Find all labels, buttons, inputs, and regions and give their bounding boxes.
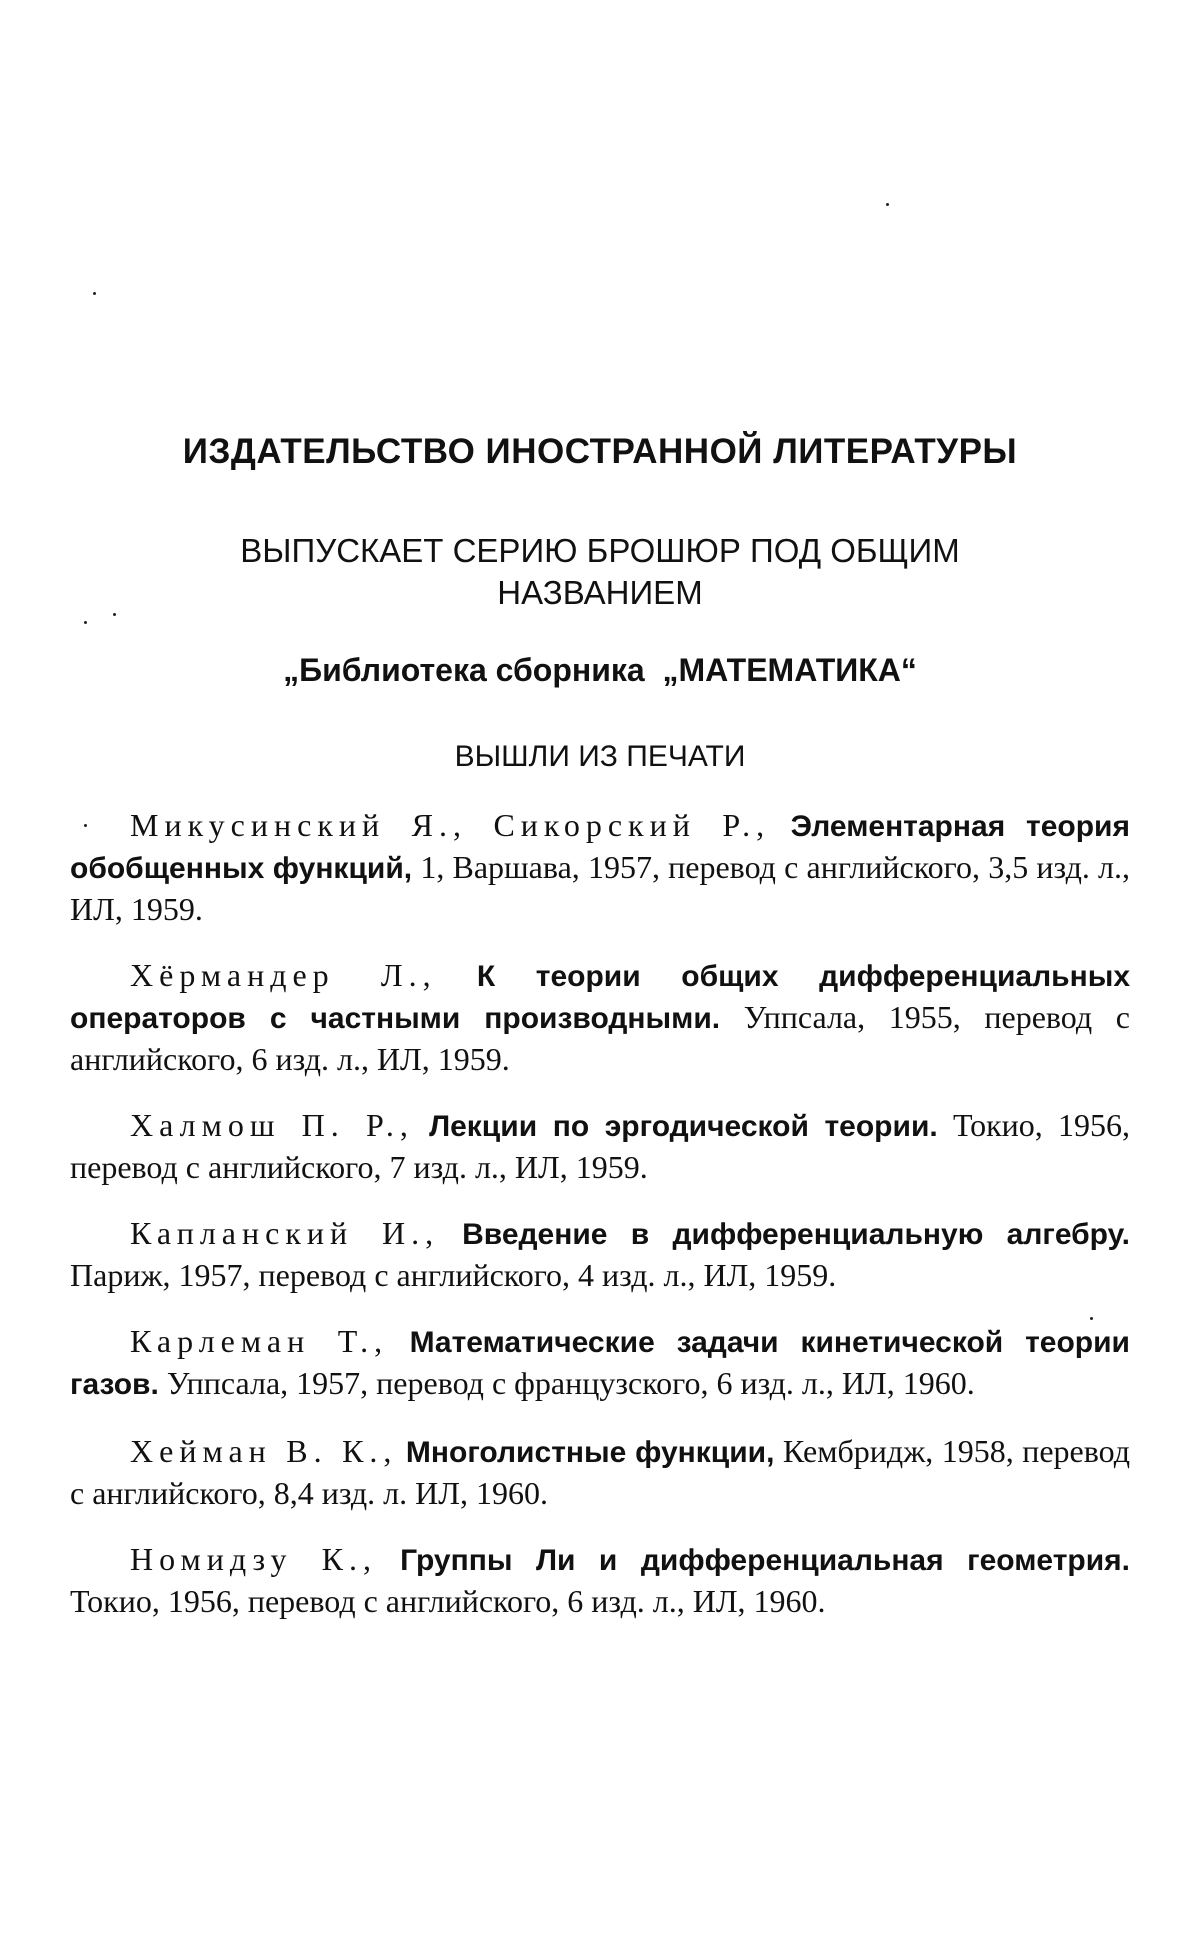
book-entry <box>70 1213 1130 1295</box>
book-author: Капланский И., <box>130 1215 440 1251</box>
print-speck <box>84 621 87 624</box>
book-title: Группы Ли и дифференциальная геометрия. <box>400 1544 1130 1577</box>
book-details: Париж, 1957, перевод с английского, 4 изд. л., ИЛ, 1959. <box>70 1257 837 1293</box>
print-speck <box>93 292 96 295</box>
series-intro: ВЫПУСКАЕТ СЕРИЮ БРОШЮР ПОД ОБЩИМ НАЗВАНИЕМ <box>240 532 960 611</box>
printed-heading: ВЫШЛИ ИЗ ПЕЧАТИ <box>454 740 746 773</box>
book-details: 1, Варшава, 1957, перевод с английского, 3,5 изд. л., ИЛ, 1959. <box>70 849 1131 927</box>
book-details: Кембридж, 1958, перевод с английского, 8,4 изд. л. ИЛ, 1960. <box>70 1433 1131 1511</box>
book-entry <box>70 1539 1130 1621</box>
book-author: Номидзу К., <box>130 1541 377 1577</box>
book-details: Уппсала, 1957, перевод с французского, 6 изд. л., ИЛ, 1960. <box>166 1365 975 1401</box>
book-title: Многолистные функции, <box>405 1436 775 1469</box>
book-title: Введение в дифференциальную алгебру. <box>462 1218 1130 1251</box>
book-title: Математические задачи кинетической теории газов. <box>70 1326 1130 1401</box>
book-entry <box>70 1105 1130 1187</box>
book-author: Микусинский Я., Сикорский Р., <box>130 807 771 843</box>
book-entry <box>70 955 1130 1079</box>
book-title: Элементарная теория обобщенных функций, <box>70 810 1130 885</box>
book-details: Токио, 1956, перевод с английского, 6 изд. л., ИЛ, 1960. <box>70 1583 826 1619</box>
book-entry <box>70 1321 1130 1405</box>
print-speck <box>113 613 116 616</box>
series-title: „Библиотека сборника „МАТЕМАТИКА“ <box>283 652 917 688</box>
book-author: Карлеман Т., <box>130 1323 389 1359</box>
book-title: К теории общих дифференциальных операторов с частными производными. <box>70 960 1131 1035</box>
book-entry <box>70 1431 1130 1513</box>
print-speck <box>886 203 889 206</box>
book-entry <box>70 805 1130 929</box>
book-details: Уппсала, 1955, перевод с английского, 6 изд. л., ИЛ, 1959. <box>70 999 1130 1077</box>
book-details: Токио, 1956, перевод с английского, 7 изд. л., ИЛ, 1959. <box>70 1107 1130 1185</box>
book-author: Хейман В. К., <box>130 1433 398 1469</box>
book-title: Лекции по эргодической теории. <box>429 1110 938 1143</box>
book-author: Хёрмандер Л., <box>130 957 437 993</box>
book-author: Халмош П. Р., <box>130 1107 414 1143</box>
publisher-heading: ИЗДАТЕЛЬСТВО ИНОСТРАННОЙ ЛИТЕРАТУРЫ <box>182 432 1018 471</box>
book-list <box>70 805 1130 1647</box>
